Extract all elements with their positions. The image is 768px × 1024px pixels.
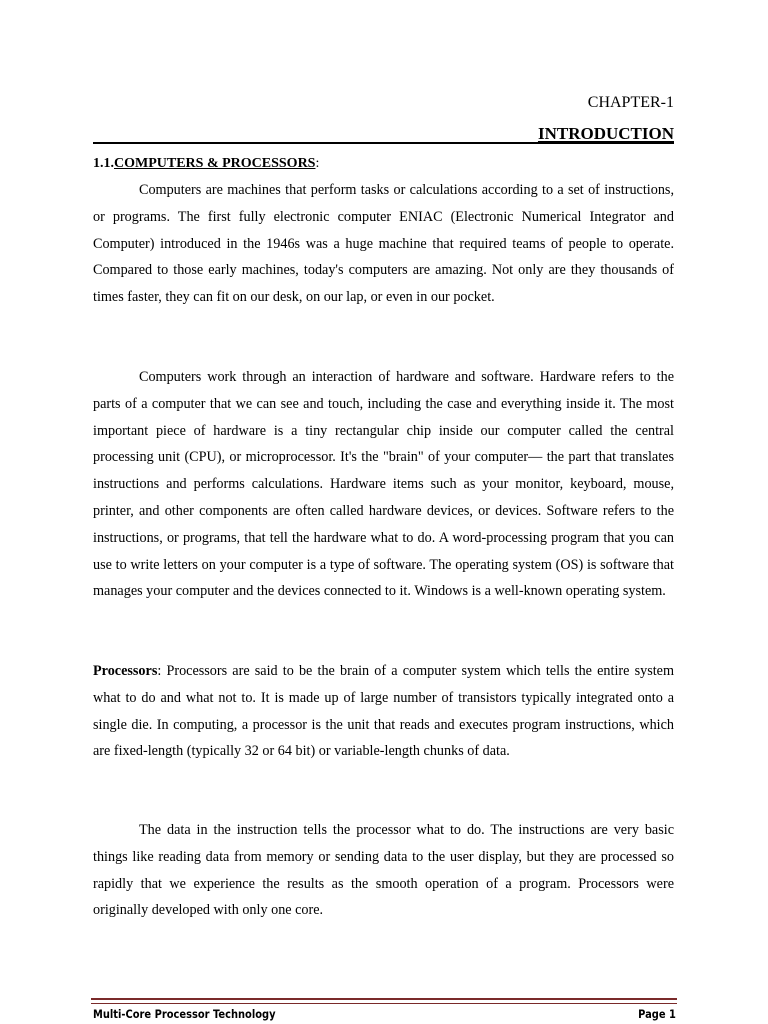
section-number: 1.1. — [93, 156, 114, 171]
paragraph-text: Computers work through an interaction of hardware and software. Hardware refers to the parts of a computer that we can see and touch, including the case and everything inside it. The most important piece of hardware is a tiny rectangular chip inside our computer called the central processing unit (CPU), or microprocessor. It's the "brain" of your computer— the part that translates instructions and performs calculations. Hardware items such as your monitor, keyboard, mouse, printer, and other components are often called hardware devices, or devices. Software refers to the instructions, or programs, that tell the hardware what to do. A word-processing program that you can use to write letters on your computer is a type of software. The operating system (OS) is software that manages your computer and the devices connected to it. Windows is a well-known operating system. — [93, 369, 674, 600]
section-heading — [93, 154, 319, 174]
footer-title: Multi-Core Processor Technology — [93, 1007, 276, 1021]
footer-rule-thick — [91, 998, 677, 1000]
page-number: Page 1 — [638, 1007, 676, 1021]
paragraph-instruction-data — [93, 817, 674, 924]
section-title: COMPUTERS & PROCESSORS — [114, 156, 316, 171]
paragraph-text — [93, 658, 674, 765]
chapter-label: CHAPTER-1 — [587, 94, 674, 111]
section-colon: : — [315, 156, 320, 171]
paragraph-processors — [93, 658, 674, 765]
footer-rule-thin — [91, 1003, 677, 1004]
processors-body: : Processors are said to be the brain of a computer system which tells the entire system what to do and what not to. It is made up of large number of transistors typically integrated onto a single die. In computing, a processor is the unit that reads and executes program instructions, which are fixed-length (typically 32 or 64 bit) or variable-length chunks of data. — [93, 663, 674, 760]
paragraph-computers-intro — [93, 177, 674, 311]
processors-lead: Processors — [93, 663, 158, 679]
paragraph-text: Computers are machines that perform tasks or calculations according to a set of instructions, or programs. The first fully electronic computer ENIAC (Electronic Numerical Integrator and Computer) introduced in the 1946s was a huge machine that required teams of people to operate. Compared to those early machines, today's computers are amazing. Not only are they thousands of times faster, they can fit on our desk, on our lap, or even in our pocket. — [93, 182, 674, 306]
paragraph-hardware-software — [93, 364, 674, 605]
heading-rule — [93, 142, 674, 144]
paragraph-text: The data in the instruction tells the processor what to do. The instructions are very basic things like reading data from memory or sending data to the user display, but they are processed so rapidly that we experience the results as the smooth operation of a program. Processors were originally developed with only one core. — [93, 822, 674, 919]
chapter-title: INTRODUCTION — [537, 124, 674, 143]
